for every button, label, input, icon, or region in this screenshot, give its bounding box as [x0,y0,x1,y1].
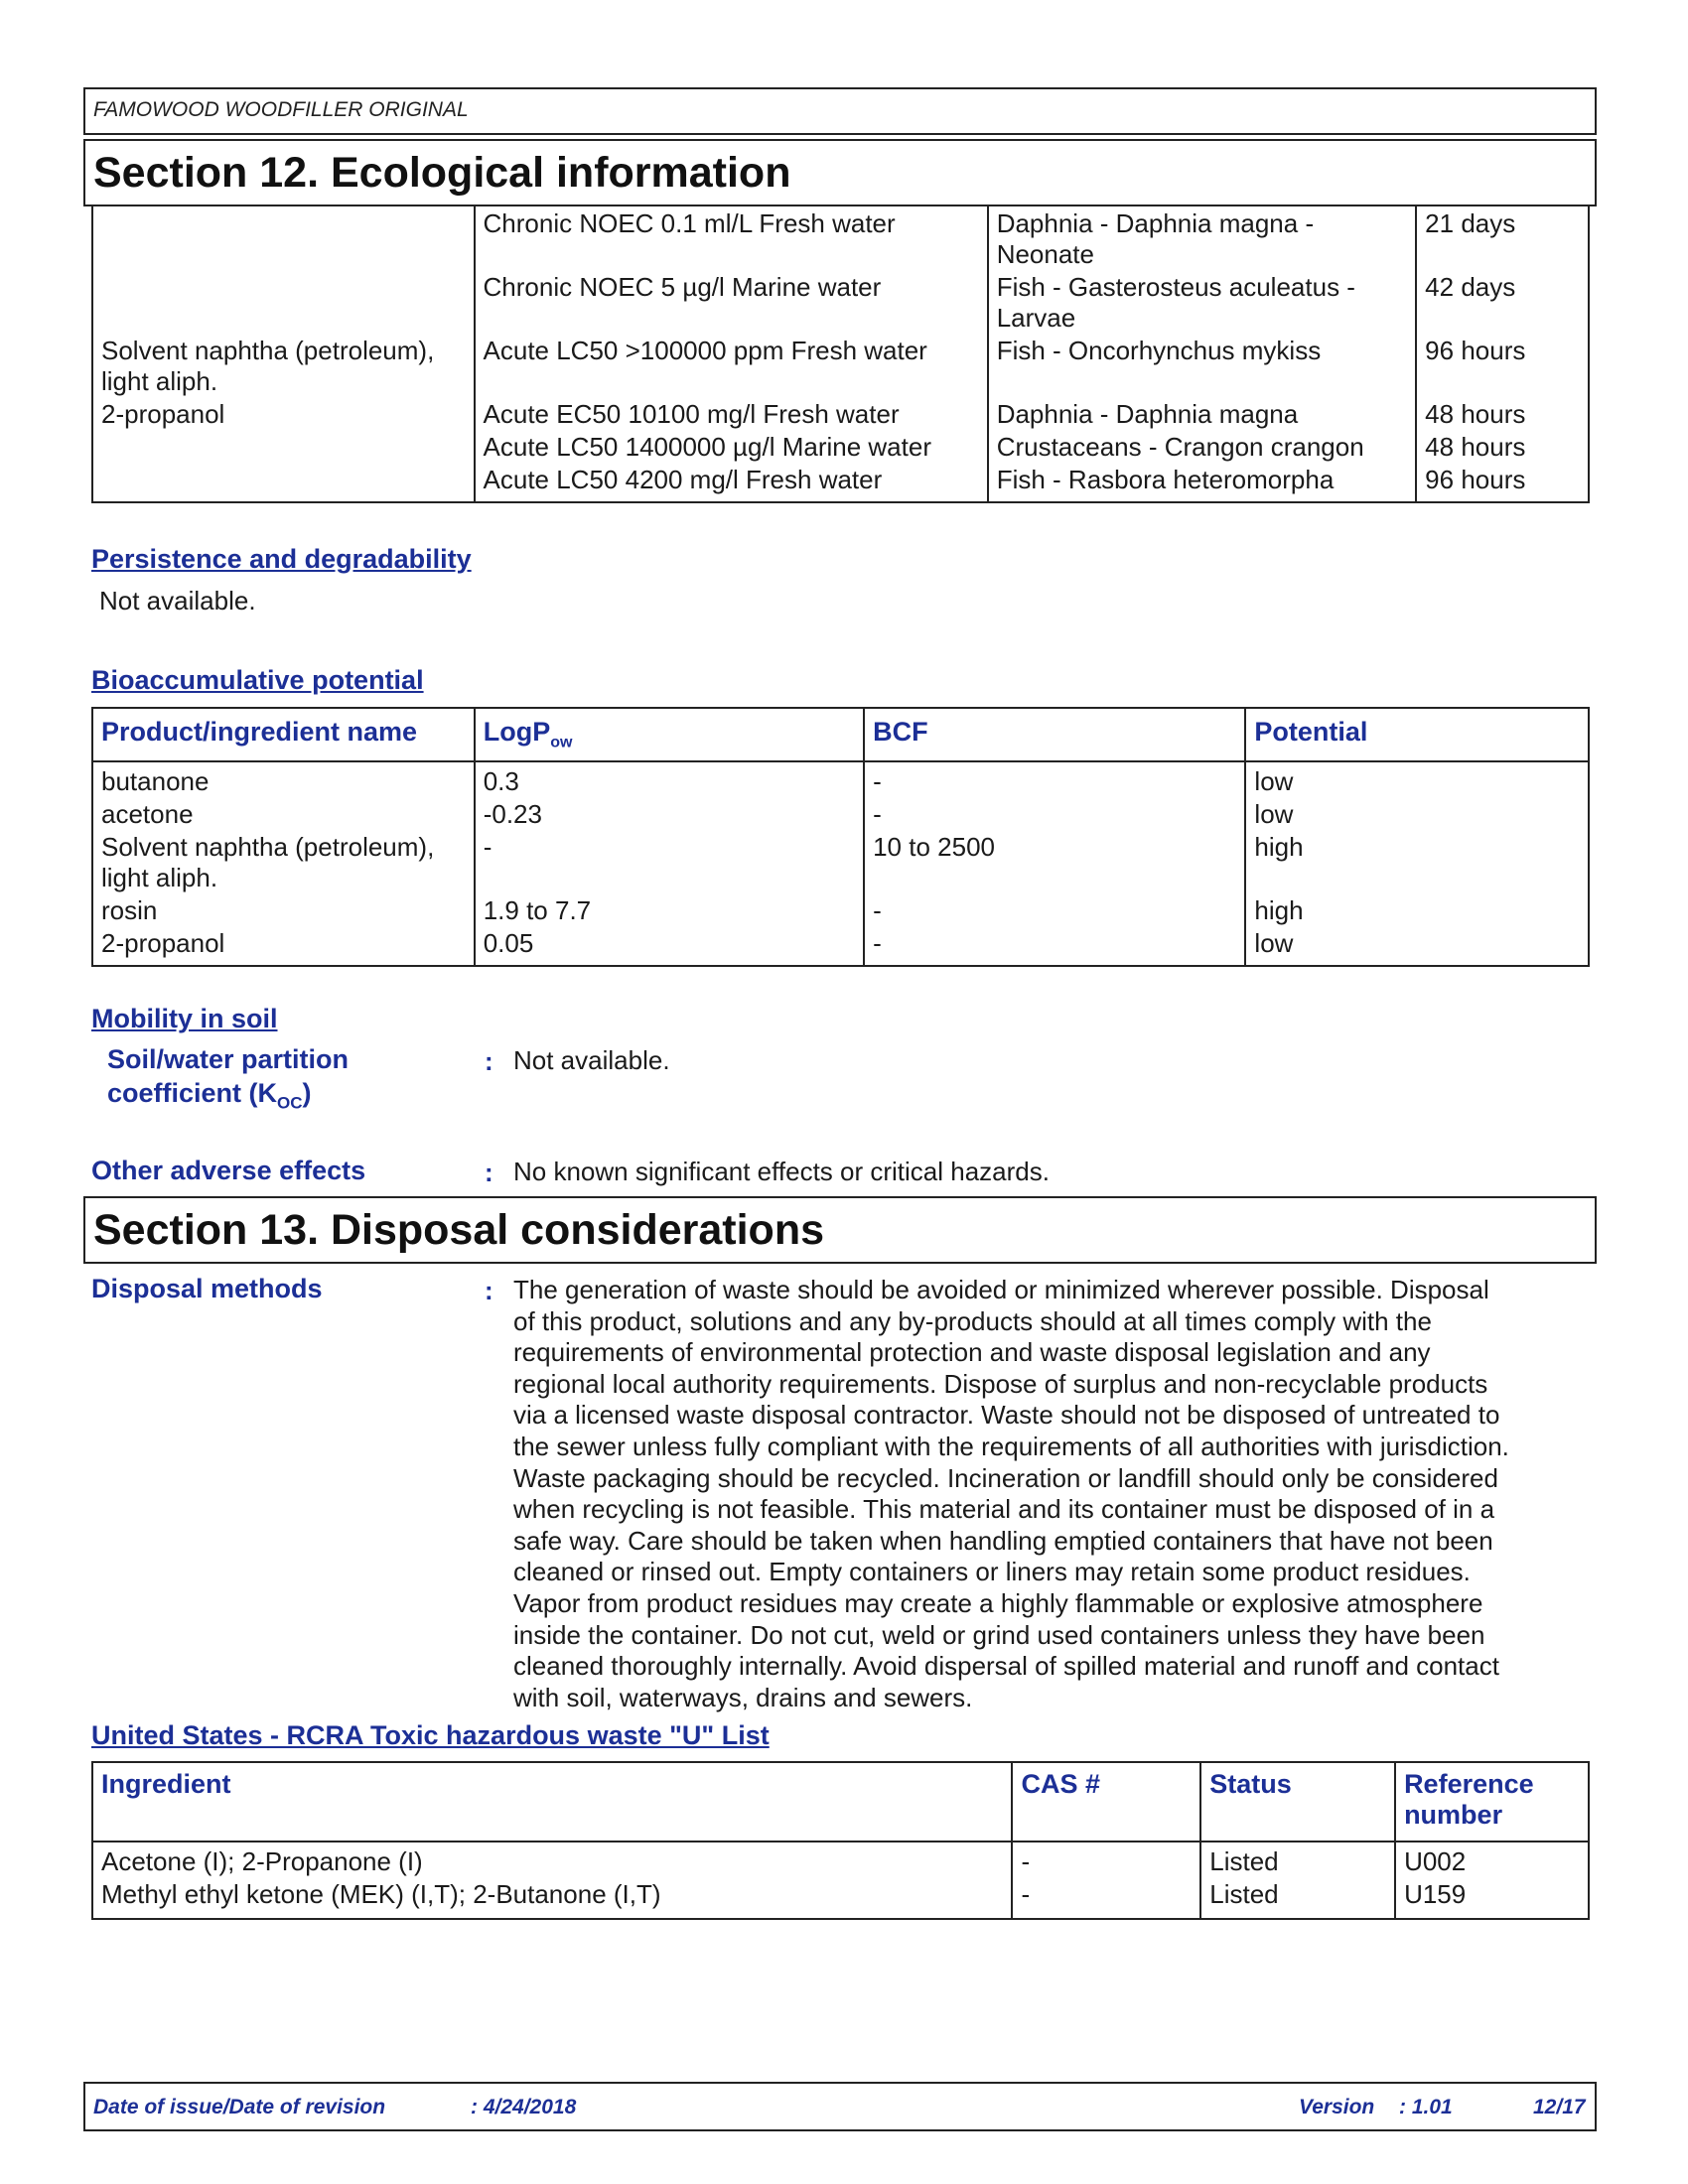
soil-partition-value: Not available. [513,1045,670,1075]
exposure-cell: 21 days [1425,208,1516,238]
table-row [92,430,1589,463]
document-header [83,87,1597,135]
potential-cell: low [1254,799,1294,829]
logpow-cell: 0.3 [475,761,864,797]
section-13-header [83,1196,1597,1264]
table-row [92,761,1589,797]
ingredient-cell [92,270,475,334]
potential-cell: low [1254,766,1294,796]
table-row [92,334,1589,397]
version-value: : 1.01 [1399,2096,1453,2118]
date-value: : 4/24/2018 [471,2096,577,2118]
table-row [92,463,1589,502]
date-label: Date of issue/Date of revision [93,2096,386,2118]
result-cell: Acute LC50 1400000 µg/l Marine water [475,430,988,463]
name-cell: rosin [92,893,475,926]
table-row [92,893,1589,926]
persistence-value: Not available. [99,586,256,615]
table-row [92,206,1589,270]
section-12-title: Section 12. Ecological information [93,149,791,197]
species-cell: Fish - Rasbora heteromorpha [988,463,1416,502]
column-header-ingredient: Ingredient [92,1762,1012,1842]
ingredient-cell [92,206,475,270]
column-header-name: Product/ingredient name [92,708,475,761]
disposal-methods-label: Disposal methods [91,1274,323,1303]
name-cell: Solvent naphtha (petroleum), light aliph. [92,830,475,893]
colon: : [485,1276,493,1305]
result-cell: Chronic NOEC 0.1 ml/L Fresh water [475,206,988,270]
column-header-reference: Reference number [1404,1769,1534,1830]
cas-cell: - [1012,1877,1200,1919]
table-header-row [92,708,1589,761]
soil-partition-label: Soil/water partition coefficient $(K_{OC})$ [107,1044,350,1113]
rcra-table [91,1761,1590,1920]
potential-cell: high [1254,895,1304,925]
bcf-cell: - [864,761,1245,797]
ingredient-cell: 2-propanol [92,397,475,430]
table-row [92,1842,1589,1877]
bcf-cell: - [864,893,1245,926]
product-name: FAMOWOOD WOODFILLER ORIGINAL [93,98,469,121]
column-header-cas: CAS # [1012,1762,1200,1842]
cas-cell: - [1012,1842,1200,1877]
bioaccumulative-table [91,707,1590,967]
ingredient-cell: Methyl ethyl ketone (MEK) (I,T); 2-Butanone (I,T) [92,1877,1012,1919]
logpow-cell: 1.9 to 7.7 [475,893,864,926]
column-header-status: Status [1200,1762,1395,1842]
table-row [92,926,1589,966]
table-header-row [92,1762,1589,1842]
result-cell: Acute EC50 10100 mg/l Fresh water [475,397,988,430]
bcf-cell: - [864,926,1245,966]
bcf-cell: 10 to 2500 [864,830,1245,893]
potential-cell: low [1254,928,1294,958]
species-cell: Daphnia - Daphnia magna - Neonate [988,206,1416,270]
status-cell: Listed [1200,1842,1395,1877]
table-row [92,830,1589,893]
species-cell: Fish - Gasterosteus aculeatus - Larvae [988,270,1416,334]
ingredient-cell: Acetone (I); 2-Propanone (I) [92,1842,1012,1877]
bioaccumulative-heading: Bioaccumulative potential [91,665,424,695]
reference-cell: U159 [1404,1879,1467,1909]
section-13-title: Section 13. Disposal considerations [93,1206,824,1254]
name-cell: acetone [92,797,475,830]
species-cell: Crustaceans - Crangon crangon [988,430,1416,463]
other-adverse-label: Other adverse effects [91,1156,366,1185]
table-row [92,797,1589,830]
result-cell: Acute LC50 4200 mg/l Fresh water [475,463,988,502]
document-footer [83,2082,1597,2131]
ingredient-cell [92,463,475,502]
exposure-cell: 48 hours [1425,399,1526,429]
potential-cell: high [1254,832,1304,862]
species-cell: Daphnia - Daphnia magna [988,397,1416,430]
ingredient-cell: Solvent naphtha (petroleum), light aliph. [92,334,475,397]
table-row [92,270,1589,334]
persistence-heading: Persistence and degradability [91,544,472,574]
logpow-cell: - [475,830,864,893]
exposure-cell: 96 hours [1425,336,1526,365]
bcf-cell: - [864,797,1245,830]
table-row [92,397,1589,430]
version-label: Version [1299,2096,1375,2118]
species-cell: Fish - Oncorhynchus mykiss [988,334,1416,397]
section-12-header [83,139,1597,206]
exposure-cell: 42 days [1425,272,1516,302]
result-cell: Acute LC50 >100000 ppm Fresh water [475,334,988,397]
toxicity-table [91,206,1590,503]
name-cell: butanone [92,761,475,797]
table-row [92,1877,1589,1919]
ingredient-cell [92,430,475,463]
logpow-cell: 0.05 [475,926,864,966]
column-header-bcf: BCF [864,708,1245,761]
exposure-cell: 48 hours [1425,432,1526,462]
other-adverse-value: No known significant effects or critical hazards. [513,1157,1050,1186]
logpow-cell: -0.23 [475,797,864,830]
rcra-heading: United States - RCRA Toxic hazardous waste "U" List [91,1720,770,1750]
colon: : [485,1158,493,1187]
exposure-cell: 96 hours [1425,465,1526,494]
mobility-heading: Mobility in soil [91,1004,278,1033]
colon: : [485,1046,493,1076]
disposal-methods-text: The generation of waste should be avoided or minimized wherever possible. Disposal of this product, solutions and any by-products should at all times comply with the requirements of environmental protection and waste disposal legislation and any regional local authority requirements. Dispose of surplus and non-recyclable products via a licensed waste disposal contractor. Waste should not be disposed of untreated to the sewer unless fully compliant with the requirements of all authorities with jurisdiction. Waste packaging should be recycled. Incineration or landfill should only be considered when recycling is not feasible. This material and its container must be disposed of in a safe way. Care should be taken when handling emptied containers that have not been cleaned or rinsed out. Empty containers or liners may retain some product residues. Vapor from product residues may create a highly flammable or explosive atmosphere inside the container. Do not cut, weld or grind used containers unless they have been cleaned thoroughly internally. Avoid dispersal of spilled material and runoff and contact with soil, waterways, drains and sewers. [513,1275,1509,1712]
page-number: 12/17 [1533,2096,1586,2118]
column-header-potential: Potential [1254,717,1368,747]
name-cell: 2-propanol [92,926,475,966]
reference-cell: U002 [1404,1846,1467,1876]
result-cell: Chronic NOEC 5 µg/l Marine water [475,270,988,334]
status-cell: Listed [1200,1877,1395,1919]
column-header-logpow: LogP$_{ow}$ [475,708,864,761]
